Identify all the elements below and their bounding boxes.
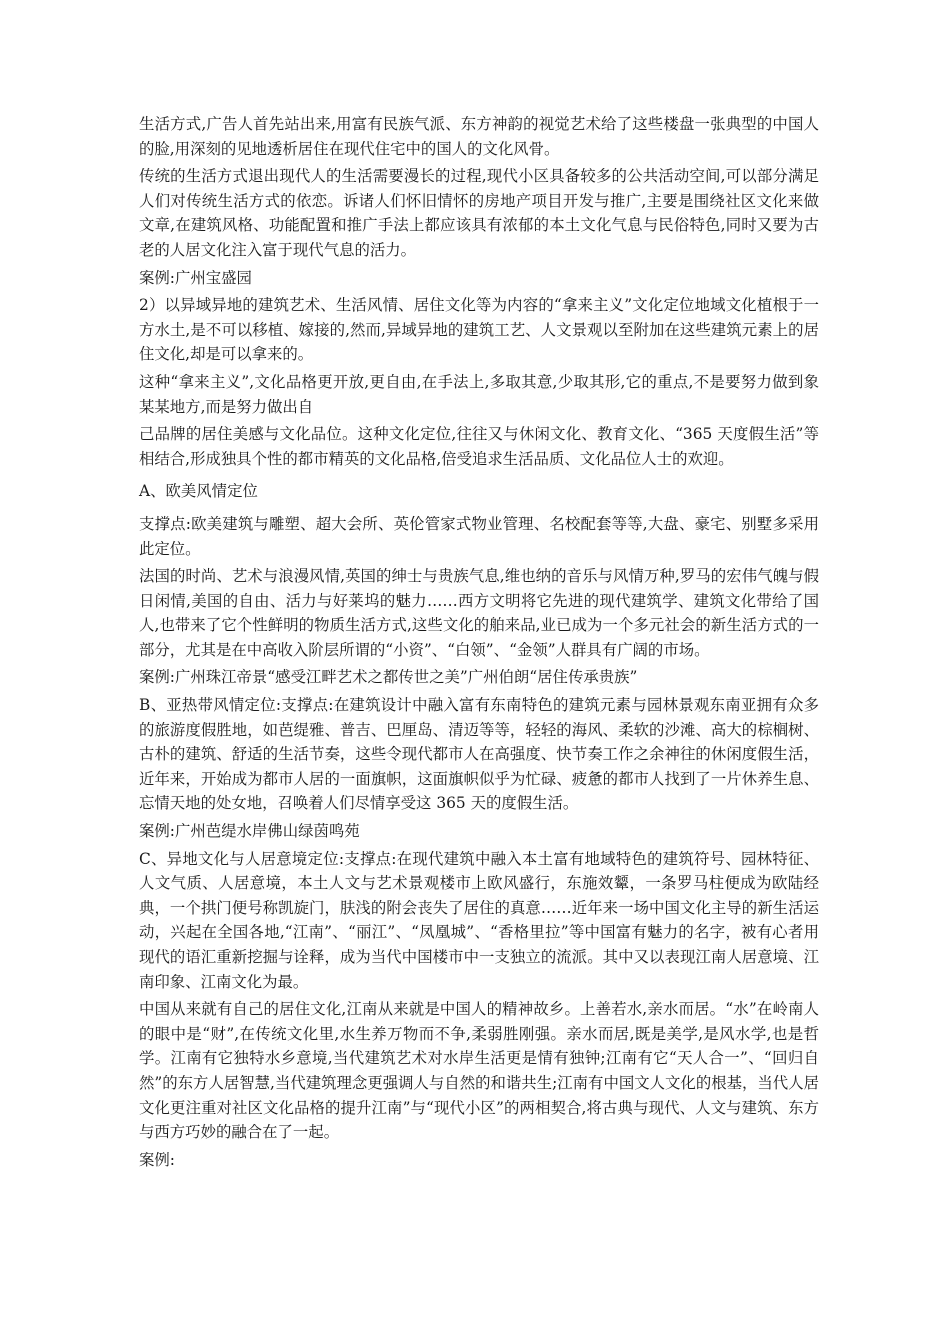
section-heading: A、欧美风情定位 [139, 482, 258, 501]
case-label: 案例:广州宝盛园 [139, 268, 252, 287]
paragraph: 法国的时尚、艺术与浪漫风情,英国的绅士与贵族气息,维也纳的音乐与风情万种,罗马的宏伟气魄与假日闲情,美国的自由、活力与好莱坞的魅力……西方文明将它先进的现代建筑学、建筑文化带给了国人,也带来了它个性鲜明的物质生活方式,这些文化的舶来品,业已成为一个多元社会的新生活方式的一部分，尤其是在中高收入阶层所谓的“小资”、“白领”、“金领”人群具有广阔的市场。 [139, 567, 819, 659]
document-body [139, 112, 819, 1172]
paragraph: B、亚热带风情定位:支撑点:在建筑设计中融入富有东南特色的建筑元素与园林景观东南亚拥有众多的旅游度假胜地，如芭缇雅、普吉、巴厘岛、清迈等等，轻轻的海风、柔软的沙滩、高大的棕榈树、古朴的建筑、舒适的生活节奏，这些令现代都市人在高强度、快节奏工作之余神往的休闲度假生活，近年来，开始成为都市人居的一面旗帜，这面旗帜似乎为忙碌、疲惫的都市人找到了一片休养生息、忘情天地的处女地，召唤着人们尽情享受这 365 天的度假生活。 [139, 696, 819, 813]
paragraph: 己品牌的居住美感与文化品位。这种文化定位,往往又与休闲文化、教育文化、“365 天度假生活”等相结合,形成独具个性的都市精英的文化品格,倍受追求生活品质、文化品位人士的欢迎。 [139, 425, 819, 468]
paragraph: 支撑点:欧美建筑与雕塑、超大会所、英伦管家式物业管理、名校配套等等,大盘、豪宅、别墅多采用此定位。 [139, 514, 819, 558]
paragraph: 2）以异域异地的建筑艺术、生活风情、居住文化等为内容的“拿来主义”文化定位地域文化植根于一方水土,是不可以移植、嫁接的,然而,异域异地的建筑工艺、人文景观以至附加在这些建筑元素上的居住文化,却是可以拿来的。 [139, 296, 819, 364]
case-label: 案例:广州珠江帝景“感受江畔艺术之都传世之美”广州伯朗“居住传承贵族” [139, 668, 638, 687]
paragraph: 生活方式,广告人首先站出来,用富有民族气派、东方神韵的视觉艺术给了这些楼盘一张典型的中国人的脸,用深刻的见地透析居住在现代住宅中的国人的文化风骨。 [139, 115, 819, 158]
case-label: 案例: [139, 1150, 175, 1169]
paragraph: C、异地文化与人居意境定位:支撑点:在现代建筑中融入本土富有地域特色的建筑符号、园林特征、人文气质、人居意境，本土人文与艺术景观楼市上欧风盛行，东施效颦，一条罗马柱便成为欧陆经典，一个拱门便号称凯旋门，肤浅的附会丧失了居住的真意……近年来一场中国文化主导的新生活运动，兴起在全国各地,“江南”、“丽江”、“凤凰城”、“香格里拉”等中国富有魅力的名字，被有心者用现代的语汇重新挖掘与诠释，成为当代中国楼市中一支独立的流派。其中又以表现江南人居意境、江南印象、江南文化为最。 [139, 849, 819, 991]
case-label: 案例:广州芭缇水岸佛山绿茵鸣苑 [139, 822, 360, 841]
paragraph: 传统的生活方式退出现代人的生活需要漫长的过程,现代小区具备较多的公共活动空间,可以部分满足人们对传统生活方式的依恋。诉诸人们怀旧情怀的房地产项目开发与推广,主要是围绕社区文化来做文章,在建筑风格、功能配置和推广手法上都应该具有浓郁的本土文化气息与民俗特色,同时又要为古老的人居文化注入富于现代气息的活力。 [139, 167, 819, 259]
paragraph: 中国从来就有自己的居住文化,江南从来就是中国人的精神故乡。上善若水,亲水而居。“水”在岭南人的眼中是“财”,在传统文化里,水生养万物而不争,柔弱胜刚强。亲水而居,既是美学,是风水学,也是哲学。江南有它独特水乡意境,当代建筑艺术对水岸生活更是情有独钟;江南有它“天人合一”、“回归自然”的东方人居智慧,当代建筑理念更强调人与自然的和谐共生;江南有中国文人文化的根基，当代人居文化更注重对社区文化品格的提升江南”与“现代小区”的两相契合,将古典与现代、人文与建筑、东方与西方巧妙的融合在了一起。 [139, 1000, 819, 1142]
paragraph: 这种“拿来主义”,文化品格更开放,更自由,在手法上,多取其意,少取其形,它的重点,不是要努力做到象某某地方,而是努力做出自 [139, 372, 819, 416]
